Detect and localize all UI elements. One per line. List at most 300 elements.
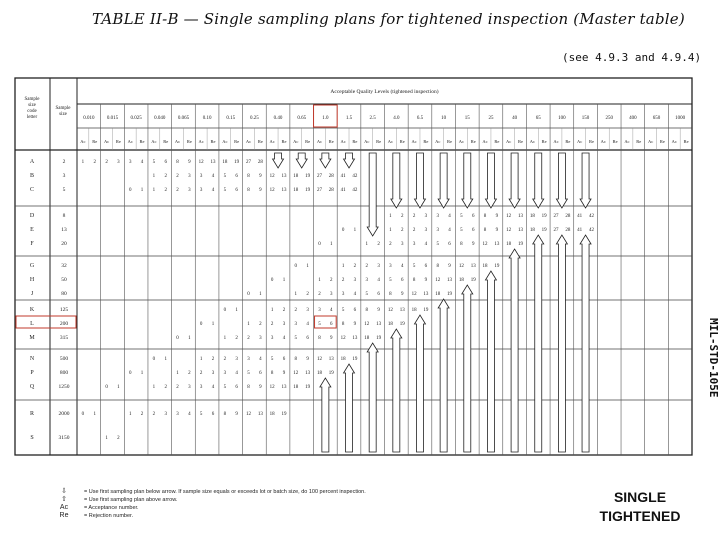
re-label: Re bbox=[612, 139, 618, 144]
re-value: 9 bbox=[495, 228, 499, 233]
ac-value: 8 bbox=[389, 292, 392, 297]
ac-value: 18 bbox=[482, 264, 488, 269]
table-body bbox=[82, 153, 595, 452]
ac-value: 0 bbox=[128, 188, 132, 193]
ac-value: 12 bbox=[293, 371, 299, 376]
aql-level-label: 0.65 bbox=[297, 116, 307, 121]
ac-value: 12 bbox=[364, 322, 370, 327]
re-value: 2 bbox=[164, 174, 167, 179]
ac-value: 1 bbox=[128, 412, 132, 417]
ac-value: 1 bbox=[176, 371, 179, 376]
re-value: 6 bbox=[306, 336, 309, 341]
re-label: Re bbox=[281, 139, 287, 144]
ac-label: Ac bbox=[364, 139, 370, 144]
re-value: 3 bbox=[235, 357, 238, 362]
re-value: 3 bbox=[306, 308, 309, 313]
re-value: 19 bbox=[234, 160, 240, 165]
re-value: 28 bbox=[328, 174, 334, 179]
ac-value: 41 bbox=[577, 228, 583, 233]
aql-level-label: 0.25 bbox=[250, 116, 259, 121]
re-value: 42 bbox=[352, 174, 358, 179]
re-value: 19 bbox=[423, 308, 429, 313]
ac-value: 1 bbox=[270, 308, 274, 313]
re-value: 1 bbox=[282, 278, 286, 283]
ac-value: 3 bbox=[223, 371, 227, 376]
re-value: 1 bbox=[330, 242, 333, 247]
re-value: 4 bbox=[353, 292, 357, 297]
ac-label: Ac bbox=[553, 139, 559, 144]
re-label: Re bbox=[588, 139, 594, 144]
re-value: 3 bbox=[424, 228, 428, 233]
ac-value: 3 bbox=[436, 228, 439, 233]
re-value: 13 bbox=[376, 322, 382, 327]
ac-value: 1 bbox=[152, 188, 156, 193]
ac-value: 12 bbox=[269, 188, 275, 193]
ac-value: 1 bbox=[365, 242, 369, 247]
ac-value: 3 bbox=[412, 242, 416, 247]
aql-level-label: 4.0 bbox=[393, 116, 400, 121]
re-value: 1 bbox=[259, 292, 262, 297]
re-value: 6 bbox=[211, 412, 215, 417]
ac-value: 8 bbox=[412, 278, 416, 283]
re-label: Re bbox=[636, 139, 642, 144]
ac-value: 12 bbox=[198, 160, 204, 165]
sample-size: 3150 bbox=[58, 435, 70, 441]
ac-value: 18 bbox=[293, 385, 299, 390]
aql-level-label: 0.15 bbox=[226, 116, 236, 121]
ac-value: 18 bbox=[529, 228, 535, 233]
re-value: 6 bbox=[377, 292, 380, 297]
aql-level-label: 1.0 bbox=[322, 116, 329, 121]
ac-label: Ac bbox=[435, 139, 441, 144]
ac-value: 12 bbox=[506, 228, 512, 233]
re-label: Re bbox=[328, 139, 334, 144]
ac-value: 12 bbox=[506, 214, 512, 219]
down-arrow-icon bbox=[462, 153, 473, 208]
sample-size: 8 bbox=[62, 213, 66, 219]
ac-value: 41 bbox=[340, 188, 346, 193]
down-arrow-icon bbox=[580, 153, 591, 208]
ac-value: 8 bbox=[176, 160, 179, 165]
re-value: 13 bbox=[447, 278, 453, 283]
ac-value: 27 bbox=[316, 188, 322, 193]
code-letter: J bbox=[30, 291, 34, 297]
ac-value: 8 bbox=[270, 371, 274, 376]
re-value: 9 bbox=[188, 160, 191, 165]
re-value: 1 bbox=[211, 322, 215, 327]
down-arrow-icon bbox=[438, 153, 449, 208]
ac-label: Ac bbox=[506, 139, 512, 144]
re-label: Re bbox=[234, 139, 240, 144]
ac-value: 3 bbox=[199, 385, 203, 390]
re-value: 2 bbox=[164, 385, 167, 390]
re-label: Re bbox=[115, 139, 121, 144]
re-value: 4 bbox=[448, 228, 451, 233]
re-value: 4 bbox=[448, 214, 451, 219]
re-value: 2 bbox=[211, 357, 215, 362]
re-value: 19 bbox=[305, 385, 311, 390]
re-value: 2 bbox=[400, 214, 404, 219]
ac-value: 1 bbox=[318, 278, 321, 283]
aql-level-label: 650 bbox=[652, 116, 661, 121]
ac-label: Ac bbox=[103, 139, 110, 144]
re-value: 19 bbox=[305, 174, 311, 179]
up-arrow-icon bbox=[462, 285, 473, 452]
re-value: 3 bbox=[188, 385, 191, 390]
re-value: 13 bbox=[328, 357, 334, 362]
code-letter: B bbox=[29, 173, 35, 179]
sample-size: 200 bbox=[59, 321, 69, 327]
ac-value: 41 bbox=[577, 214, 583, 219]
ac-value: 2 bbox=[412, 214, 416, 219]
up-arrow-icon bbox=[509, 249, 520, 452]
ac-value: 12 bbox=[245, 412, 251, 417]
ac-value: 12 bbox=[316, 357, 322, 362]
re-label: Re bbox=[399, 139, 405, 144]
ac-value: 1 bbox=[389, 214, 392, 219]
re-value: 4 bbox=[188, 412, 191, 417]
legend-item-down-arrow bbox=[44, 488, 464, 496]
ac-value: 1 bbox=[152, 174, 156, 179]
re-value: 1 bbox=[140, 371, 144, 376]
re-value: 3 bbox=[353, 278, 357, 283]
ac-value: 27 bbox=[553, 214, 559, 219]
down-arrow-icon bbox=[344, 153, 355, 168]
code-letter: G bbox=[29, 263, 35, 269]
ac-value: 5 bbox=[436, 242, 439, 247]
ac-label: Ac bbox=[174, 139, 181, 144]
ac-value: 12 bbox=[482, 242, 488, 247]
sample-size: 50 bbox=[61, 277, 67, 283]
re-value: 4 bbox=[211, 174, 215, 179]
aql-level-label: 6.5 bbox=[416, 116, 424, 121]
ac-value: 27 bbox=[316, 174, 322, 179]
re-value: 6 bbox=[448, 242, 451, 247]
ac-value: 0 bbox=[341, 228, 345, 233]
ac-label: Ac bbox=[624, 139, 630, 144]
sample-size: 315 bbox=[59, 335, 69, 341]
re-value: 13 bbox=[518, 214, 524, 219]
code-letter: F bbox=[30, 241, 34, 247]
ac-value: 0 bbox=[270, 278, 274, 283]
aql-level-label: 250 bbox=[605, 116, 613, 121]
ac-value: 3 bbox=[341, 292, 345, 297]
up-arrow-icon bbox=[414, 315, 425, 452]
legend-text: = Use first sampling plan below arrow. If sample size equals or exceeds lot or batch size, do 100 percent inspection. bbox=[84, 489, 366, 495]
re-value: 9 bbox=[259, 385, 262, 390]
re-label: Re bbox=[305, 139, 311, 144]
aql-level-label: 1.5 bbox=[345, 116, 353, 121]
ac-value: 18 bbox=[316, 371, 322, 376]
ac-value: 12 bbox=[269, 174, 275, 179]
up-arrow-icon bbox=[320, 378, 331, 452]
re-value: 28 bbox=[565, 228, 571, 233]
re-value: 2 bbox=[400, 228, 404, 233]
aql-level-label: 15 bbox=[464, 116, 470, 121]
ac-value: 8 bbox=[483, 228, 487, 233]
aql-level-label: 100 bbox=[558, 116, 566, 121]
ac-value: 8 bbox=[318, 336, 321, 341]
ac-value: 2 bbox=[152, 412, 156, 417]
re-value: 13 bbox=[518, 228, 524, 233]
ac-value: 18 bbox=[340, 357, 346, 362]
ac-label: Ac bbox=[245, 139, 252, 144]
ac-value: 5 bbox=[389, 278, 392, 283]
re-label: Re bbox=[257, 139, 263, 144]
re-value: 19 bbox=[281, 412, 287, 417]
aql-level-label: 0.10 bbox=[202, 116, 212, 121]
legend-text: = Acceptance number. bbox=[84, 505, 139, 511]
ac-value: 18 bbox=[222, 160, 228, 165]
re-value: 9 bbox=[259, 174, 262, 179]
ac-label: Ac bbox=[340, 139, 346, 144]
re-value: 6 bbox=[400, 278, 404, 283]
code-letter: E bbox=[30, 227, 34, 233]
up-arrow-icon: ⇧ bbox=[61, 496, 67, 503]
ac-value: 18 bbox=[364, 336, 370, 341]
re-value: 3 bbox=[211, 371, 215, 376]
up-arrow-icon bbox=[485, 271, 496, 452]
re-value: 4 bbox=[140, 160, 144, 165]
ac-value: 2 bbox=[365, 264, 369, 269]
down-arrow-icon bbox=[556, 153, 567, 208]
ac-value: 2 bbox=[389, 242, 392, 247]
re-value: 9 bbox=[353, 322, 357, 327]
sample-size: 800 bbox=[59, 370, 69, 376]
ac-value: 5 bbox=[460, 228, 463, 233]
re-value: 9 bbox=[400, 292, 404, 297]
sample-size: 1250 bbox=[58, 384, 70, 390]
ac-value: 12 bbox=[340, 336, 346, 341]
code-letter: C bbox=[29, 187, 35, 193]
ac-value: 0 bbox=[176, 336, 179, 341]
sample-size: 20 bbox=[61, 241, 67, 247]
sample-size: 13 bbox=[61, 227, 67, 233]
ac-label: Ac bbox=[647, 139, 654, 144]
ac-value: 18 bbox=[411, 308, 417, 313]
ac-value: 8 bbox=[460, 242, 463, 247]
ac-label: Ac bbox=[151, 139, 157, 144]
up-arrow-icon bbox=[533, 235, 544, 452]
re-label: Re bbox=[186, 139, 192, 144]
ac-value: 8 bbox=[365, 308, 369, 313]
ac-value: 12 bbox=[435, 278, 441, 283]
re-value: 13 bbox=[352, 336, 358, 341]
ac-label: Ac bbox=[222, 139, 228, 144]
aql-level-label: 0.040 bbox=[154, 116, 166, 121]
ac-label: Ac bbox=[577, 139, 583, 144]
re-value: 13 bbox=[281, 174, 287, 179]
ac-value: 8 bbox=[247, 174, 250, 179]
ac-value: 0 bbox=[294, 264, 298, 269]
re-value: 6 bbox=[424, 264, 428, 269]
re-value: 1 bbox=[188, 336, 191, 341]
ac-value: 2 bbox=[176, 188, 179, 193]
ac-value: 18 bbox=[269, 412, 275, 417]
ac-value: 2 bbox=[223, 357, 227, 362]
ac-value: 1 bbox=[341, 264, 345, 269]
sample-size-header bbox=[56, 106, 72, 117]
re-value: 9 bbox=[377, 308, 380, 313]
re-value: 13 bbox=[399, 308, 405, 313]
re-label: Re bbox=[163, 139, 169, 144]
sample-size: 5 bbox=[62, 187, 66, 193]
re-value: 9 bbox=[306, 357, 309, 362]
re-value: 3 bbox=[188, 188, 191, 193]
ac-value: 1 bbox=[152, 385, 156, 390]
ac-label: Ac bbox=[80, 139, 86, 144]
ac-label: Ac bbox=[482, 139, 488, 144]
re-label: Re bbox=[659, 139, 665, 144]
re-value: 2 bbox=[117, 436, 120, 441]
re-label: Re bbox=[494, 139, 500, 144]
ac-value: 2 bbox=[199, 371, 203, 376]
aql-level-label: 150 bbox=[581, 116, 590, 121]
ac-value: 5 bbox=[223, 174, 227, 179]
aql-level-label: 0.40 bbox=[273, 116, 283, 121]
legend-item-re bbox=[44, 512, 464, 520]
re-value: 13 bbox=[210, 160, 216, 165]
aql-level-label: 2.5 bbox=[369, 116, 376, 121]
ac-label: Ac bbox=[411, 139, 417, 144]
re-value: 2 bbox=[377, 242, 380, 247]
aql-level-label: 0.010 bbox=[83, 116, 95, 121]
re-value: 19 bbox=[399, 322, 405, 327]
re-label: Re bbox=[518, 139, 524, 144]
re-value: 9 bbox=[448, 264, 451, 269]
ac-value: 27 bbox=[245, 160, 251, 165]
ac-value: 5 bbox=[199, 412, 203, 417]
header-word: letter bbox=[26, 115, 38, 120]
ac-value: 5 bbox=[412, 264, 416, 269]
ac-value: 18 bbox=[458, 278, 464, 283]
re-value: 13 bbox=[494, 242, 500, 247]
sample-size: 80 bbox=[61, 291, 67, 297]
re-value: 13 bbox=[305, 371, 311, 376]
re-label: Re bbox=[565, 139, 571, 144]
sample-size: 2000 bbox=[58, 411, 70, 417]
re-value: 1 bbox=[353, 228, 357, 233]
re-value: 19 bbox=[328, 371, 334, 376]
re-value: 3 bbox=[377, 264, 380, 269]
re-value: 2 bbox=[259, 322, 262, 327]
re-value: 28 bbox=[565, 214, 571, 219]
ac-value: 1 bbox=[247, 322, 250, 327]
re-value: 13 bbox=[281, 385, 287, 390]
ac-value: 2 bbox=[105, 160, 108, 165]
code-letter: R bbox=[29, 411, 35, 417]
re-value: 6 bbox=[164, 160, 167, 165]
legend-symbol: Re bbox=[59, 512, 69, 519]
re-value: 9 bbox=[282, 371, 286, 376]
re-value: 3 bbox=[330, 292, 333, 297]
ac-value: 1 bbox=[223, 336, 227, 341]
ac-value: 5 bbox=[270, 357, 274, 362]
re-value: 2 bbox=[188, 371, 191, 376]
header-word: Sample bbox=[55, 106, 71, 111]
ac-label: Ac bbox=[269, 139, 275, 144]
re-value: 19 bbox=[494, 264, 500, 269]
ac-value: 0 bbox=[199, 322, 203, 327]
re-value: 2 bbox=[330, 278, 333, 283]
legend-text: = Use first sampling plan above arrow. bbox=[84, 497, 178, 503]
code-letter: H bbox=[29, 277, 35, 283]
ac-value: 18 bbox=[435, 292, 441, 297]
re-value: 6 bbox=[235, 385, 238, 390]
re-value: 13 bbox=[423, 292, 429, 297]
re-value: 4 bbox=[211, 385, 215, 390]
re-value: 1 bbox=[235, 308, 238, 313]
ac-value: 5 bbox=[341, 308, 345, 313]
re-value: 2 bbox=[164, 188, 167, 193]
ac-value: 1 bbox=[105, 436, 108, 441]
re-value: 19 bbox=[541, 228, 547, 233]
ac-value: 3 bbox=[270, 336, 274, 341]
ac-value: 3 bbox=[365, 278, 369, 283]
re-label: Re bbox=[92, 139, 98, 144]
header-word: Sample bbox=[24, 97, 40, 102]
ac-value: 2 bbox=[318, 292, 321, 297]
re-value: 4 bbox=[424, 242, 428, 247]
ac-value: 12 bbox=[387, 308, 393, 313]
legend-item-ac bbox=[44, 504, 464, 512]
section-reference: (see 4.9.3 and 4.9.4) bbox=[562, 51, 702, 64]
ac-value: 0 bbox=[128, 371, 132, 376]
re-value: 3 bbox=[259, 336, 262, 341]
ac-value: 5 bbox=[152, 160, 156, 165]
ac-value: 3 bbox=[199, 188, 203, 193]
up-arrow-icon bbox=[556, 235, 567, 452]
re-label: Re bbox=[352, 139, 358, 144]
re-value: 28 bbox=[257, 160, 263, 165]
code-letter: P bbox=[30, 370, 34, 376]
re-value: 6 bbox=[353, 308, 357, 313]
table-caption bbox=[590, 488, 690, 526]
re-value: 19 bbox=[518, 242, 524, 247]
re-value: 4 bbox=[306, 322, 309, 327]
ac-label: Ac bbox=[316, 139, 323, 144]
re-value: 19 bbox=[305, 188, 311, 193]
caption-line-1: SINGLE bbox=[613, 489, 667, 505]
re-value: 2 bbox=[235, 336, 238, 341]
header-word: size bbox=[28, 103, 36, 108]
sample-size: 125 bbox=[59, 307, 69, 313]
re-value: 6 bbox=[471, 228, 475, 233]
aql-level-label: 10 bbox=[441, 116, 447, 121]
re-value: 6 bbox=[330, 322, 333, 327]
up-arrow-icon bbox=[580, 235, 591, 452]
re-value: 4 bbox=[377, 278, 380, 283]
re-value: 19 bbox=[470, 278, 476, 283]
down-arrow-icon bbox=[273, 153, 284, 168]
ac-value: 8 bbox=[223, 412, 227, 417]
document-number: MIL-STD-105E bbox=[707, 318, 720, 398]
caption-line-2: TIGHTENED bbox=[599, 508, 681, 524]
ac-value: 27 bbox=[553, 228, 559, 233]
re-value: 13 bbox=[281, 188, 287, 193]
re-label: Re bbox=[470, 139, 476, 144]
re-value: 2 bbox=[140, 412, 144, 417]
ac-value: 18 bbox=[529, 214, 535, 219]
re-value: 42 bbox=[352, 188, 358, 193]
ac-value: 18 bbox=[293, 188, 299, 193]
code-letter: K bbox=[29, 307, 35, 313]
code-letter: Q bbox=[29, 384, 35, 390]
re-label: Re bbox=[423, 139, 429, 144]
ac-value: 2 bbox=[176, 385, 179, 390]
aql-level-label: 0.015 bbox=[106, 116, 119, 121]
ac-value: 5 bbox=[223, 188, 227, 193]
